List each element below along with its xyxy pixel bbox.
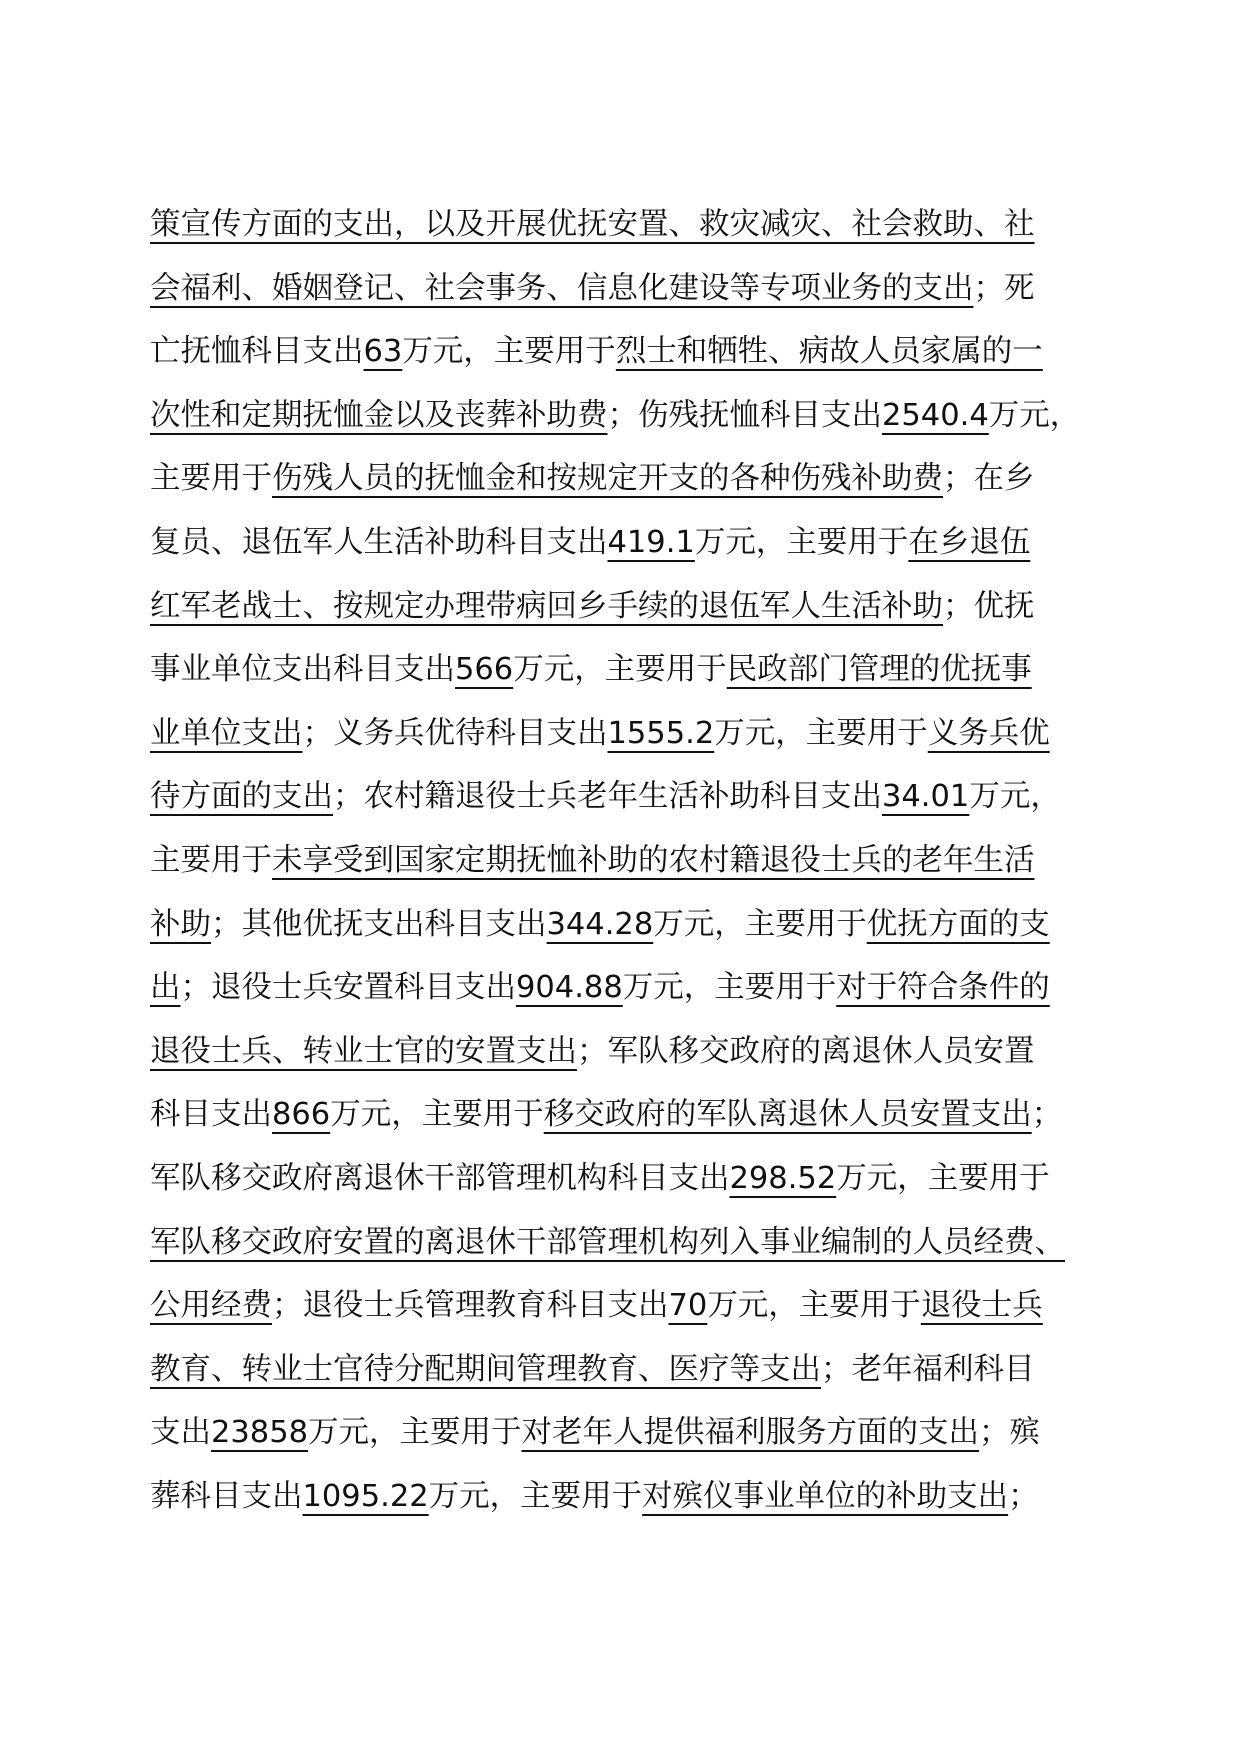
- text-line: [150, 1154, 1105, 1218]
- underlined-text: 次性和定期抚恤金以及丧葬补助费: [150, 397, 608, 433]
- text-run: 万元，主要用于: [513, 652, 727, 688]
- underlined-text: 民政部门管理的优抚事: [726, 652, 1032, 688]
- text-run: 万元，: [969, 779, 1061, 815]
- text-run: 葬科目支出: [150, 1478, 303, 1514]
- underlined-text: 未享受到国家定期抚恤补助的农村籍退役士兵的老年生活: [272, 842, 1035, 878]
- text-run: 万元，主要用于: [694, 524, 909, 560]
- text-run: ；义务兵优待科目支出: [302, 715, 608, 751]
- text-run: ；军队移交政府的离退休人员安置: [577, 1033, 1035, 1069]
- underlined-text: 移交政府的军队离退休人员安置支出: [543, 1097, 1032, 1133]
- text-line: [150, 391, 1105, 455]
- underlined-text: 会福利、婚姻登记、社会事务、信息化建设等专项业务的支出: [150, 270, 974, 306]
- text-line: [150, 1090, 1105, 1154]
- underlined-text: 策宣传方面的支出，以及开展优抚安置、救灾减灾、社会救助、社: [150, 207, 1035, 242]
- amount-value: 1095.22: [302, 1478, 429, 1514]
- text-run: 万元，主要用于: [653, 906, 867, 942]
- amount-value: 70: [668, 1288, 708, 1324]
- text-line: [150, 772, 1105, 836]
- amount-value: 1555.2: [607, 715, 715, 751]
- text-run: ；优抚: [943, 588, 1035, 624]
- amount-value: 2540.4: [882, 397, 989, 433]
- text-run: 亡抚恤科目支出: [150, 334, 364, 370]
- amount-value: 23858: [211, 1415, 309, 1451]
- underlined-text: 优抚方面的支: [866, 906, 1050, 942]
- underlined-text: 伤残人员的抚恤金和按规定开支的各种伤残补助费: [272, 461, 943, 497]
- text-line: [150, 709, 1105, 773]
- text-run: ；: [1008, 1478, 1039, 1514]
- underlined-text: 烈士和牺牲、病故人员家属的一: [615, 334, 1043, 370]
- amount-value: 866: [272, 1097, 331, 1133]
- underlined-text: 红军老战士、按规定办理带病回乡手续的退伍军人生活补助: [150, 588, 943, 624]
- text-line: [150, 454, 1105, 518]
- text-run: 万元，主要用于: [707, 1288, 921, 1324]
- amount-value: 566: [455, 652, 514, 688]
- text-run: ；: [1031, 1097, 1063, 1133]
- text-run: 主要用于: [150, 461, 272, 497]
- underlined-text: 军队移交政府安置的离退休干部管理机构列入事业编制的人员经费、: [150, 1224, 1065, 1260]
- underlined-text: 对于符合条件的: [836, 970, 1050, 1006]
- underlined-text: 对老年人提供福利服务方面的支出: [521, 1415, 980, 1451]
- underlined-text: 退役士兵: [920, 1288, 1043, 1324]
- text-run: 万元，主要用于: [308, 1415, 522, 1451]
- underlined-text: 退役士兵、转业士官的安置支出: [150, 1033, 577, 1069]
- text-run: ；死: [973, 270, 1035, 306]
- underlined-text: 出: [150, 970, 181, 1006]
- text-run: 复员、退伍军人生活补助科目支出: [150, 524, 608, 560]
- amount-value: 344.28: [546, 906, 654, 942]
- text-run: 支出: [150, 1415, 211, 1451]
- underlined-text: 待方面的支出: [150, 779, 333, 815]
- text-line: [150, 518, 1105, 582]
- amount-value: 34.01: [882, 779, 970, 815]
- text-line: [150, 264, 1105, 328]
- text-run: 万元，主要用于: [330, 1097, 544, 1133]
- underlined-text: 公用经费: [150, 1288, 272, 1324]
- underlined-text: 教育、转业士官待分配期间管理教育、医疗等支出: [150, 1351, 821, 1387]
- amount-value: 904.88: [516, 970, 623, 1006]
- text-line: [150, 900, 1105, 964]
- underlined-text: 补助: [150, 906, 211, 942]
- text-line: [150, 963, 1105, 1027]
- text-run: ；农村籍退役士兵老年生活补助科目支出: [333, 779, 882, 815]
- text-run: 军队移交政府离退休干部管理机构科目支出: [150, 1160, 730, 1196]
- underlined-text: 对殡仪事业单位的补助支出: [642, 1478, 1009, 1514]
- text-line: [150, 200, 1105, 264]
- text-run: ；其他优抚支出科目支出: [211, 906, 547, 942]
- text-line: [150, 327, 1105, 391]
- body-text: [150, 200, 1105, 1535]
- underlined-text: 义务兵优: [927, 715, 1050, 751]
- text-run: ；老年福利科目: [821, 1351, 1035, 1387]
- text-run: 万元，主要用于: [714, 715, 928, 751]
- text-line: [150, 645, 1105, 709]
- amount-value: 419.1: [607, 524, 695, 560]
- underlined-text: 业单位支出: [150, 715, 303, 751]
- text-run: 万元，主要用于: [836, 1160, 1050, 1196]
- text-run: 科目支出: [150, 1097, 272, 1133]
- text-run: ；殡: [979, 1415, 1041, 1451]
- text-line: [150, 1472, 1105, 1536]
- text-run: 主要用于: [150, 842, 272, 878]
- text-run: ；退役士兵管理教育科目支出: [272, 1288, 669, 1324]
- text-run: 万元，: [988, 397, 1081, 433]
- underlined-text: 在乡退伍: [908, 524, 1031, 560]
- text-line: [150, 1345, 1105, 1409]
- text-line: [150, 836, 1105, 900]
- text-run: ；伤残抚恤科目支出: [607, 397, 882, 433]
- text-line: [150, 582, 1105, 646]
- text-run: 万元，主要用于: [428, 1478, 643, 1514]
- text-line: [150, 1408, 1105, 1472]
- text-run: 万元，主要用于: [622, 970, 837, 1006]
- text-line: [150, 1027, 1105, 1091]
- text-run: ；退役士兵安置科目支出: [180, 970, 516, 1006]
- text-run: 万元，主要用于: [402, 334, 616, 370]
- text-line: [150, 1218, 1105, 1282]
- amount-value: 63: [363, 334, 403, 370]
- text-run: ；在乡: [943, 461, 1035, 497]
- text-run: 事业单位支出科目支出: [150, 652, 455, 688]
- amount-value: 298.52: [729, 1160, 837, 1196]
- text-line: [150, 1281, 1105, 1345]
